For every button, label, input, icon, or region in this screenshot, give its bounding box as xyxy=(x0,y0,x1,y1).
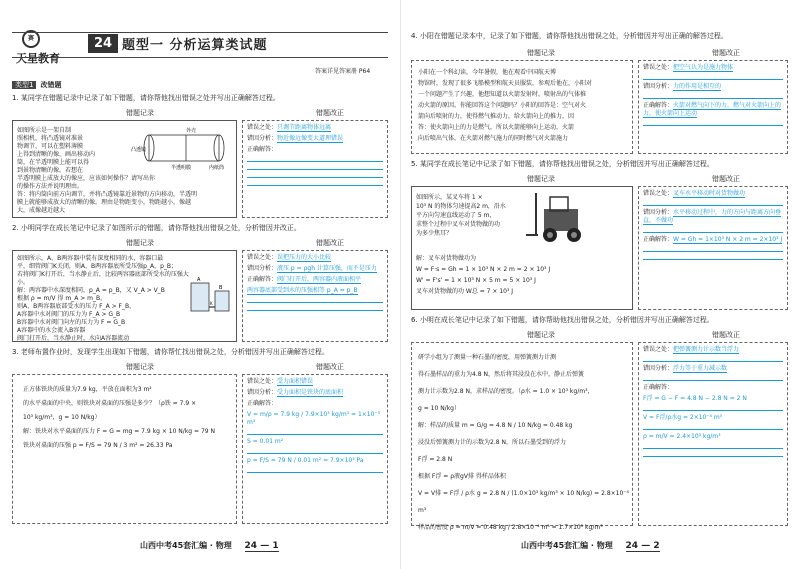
q6-correct-box: 错误之处：把弹簧测力计示数当浮力 错因分析：浮力等于重力减示数 正确解答： F浮 = G − F = 4.8 N − 2.8 N = 2 N V = F浮/ρ水g = 2×10⁻⁴ m³ ρ = m/V = 2.4×10³ kg/m³ xyxy=(638,342,788,526)
q3-correct-label: 错题改正 xyxy=(316,363,344,371)
q1-record-box xyxy=(12,120,237,218)
question-4-prompt: 4. 小阳在错题记录本中，记录了如下错题，请你帮他找出错误之处，分析错因并写出正确的解答过程。 xyxy=(411,32,728,40)
q5-correct-label: 错题改正 xyxy=(712,175,740,183)
q4-record-box xyxy=(411,60,633,154)
containers-diagram xyxy=(189,275,233,315)
svg-text:A: A xyxy=(197,277,201,283)
q4-correct-label: 错题改正 xyxy=(712,49,740,57)
q2-correct-box: 错误之处：误把压力的大小比较 错因分析：液压 p = ρgh 计算压强，而不是压力 正确解答：阀门打开后，两容器内液面相平 两容器底部受到水的压强相等 p_A = p_B xyxy=(242,250,388,342)
question-3-prompt: 3. 老师布置作业时，发现学生出现如下错题，请你帮忙找出错误之处，分析错因并写出正确解答过程。 xyxy=(12,348,329,356)
q5-record-text: 如图所示，某叉车将 1 × 10³ N 的物体匀速提高2 m，沿水 平方向匀速直线运动了 5 m， 求整个过程中叉车对货物做的功 为多少焦耳？ xyxy=(416,194,506,237)
svg-text:半透明膜: 半透明膜 xyxy=(171,165,192,171)
footer-right: 山西中考45套汇编 · 物理 24 — 2 xyxy=(521,541,660,551)
q6-record-box xyxy=(411,342,633,531)
q1-record-text-2: 半透明膜上成放大的像应，应该如何操作？请写出你 的操作方法并说明理由。 答：将内筒向前方向调节，并将凸透镜靠近景物的方向移动，半透明 膜上就能够成放大的清晰的像。理由是物距变小，物距越小，像越 大，成像越近越大 xyxy=(17,175,198,214)
forklift-image xyxy=(524,191,600,247)
chapter-badge: 24 xyxy=(88,34,118,53)
question-6-prompt: 6. 小明在成长笔记中记录了如下错题，请你帮助他找出错误之处，分析错因并写出正确解答过程。 xyxy=(411,316,714,324)
camera-diagram xyxy=(131,125,235,171)
q3-record-text: 正方体铁块的质量为7.9 kg，平放在面积为3 m² 的水平桌面的中央，则铁块对桌面的压强是多少？（ρ铁 = 7.9 × 10³ kg/m³，g = 10 N/kg） 解：铁块对水平桌面的压力 F = G = mg = 7.9 kg × 10 N/kg = 79 N 铁块对桌面的压强 p = F/S = 79 N / 3 m² = 26.33 Pa xyxy=(23,386,215,449)
publisher-logo: 赛 xyxy=(22,30,40,48)
q6-record-text: 研学小组为了测量一种石墨的密度，用弹簧测力计测 得石墨样品的重力为4.8 N，然后将其浸没在水中，静止后弹簧 测力计示数为2.8 N，求样品的密度。（ρ水 = 1.0 × 10³ kg/m³， g = 10 N/kg） 解：样品的质量 m = G/g = 4.8 N / 10 N/kg = 0.48 kg 浸没后弹簧测力计的示数为2.8 N，所以石墨受到的浮力 F浮 = 2.8 N 根据 F浮 = ρ液gV排 得样品体积 V = V排 = F浮 / ρ水 g = 2.8 N / (1.0×10³ kg/m³ × 10 N/kg) = 2.8×10⁻⁴ m³ 样品的密度 ρ = m/V = 0.48 kg / 2.8×10⁻⁴ m³ = 1.7×10³ kg/m³ xyxy=(418,354,629,531)
section-title: 改错题 xyxy=(40,81,62,89)
q2-record-label: 错题记录 xyxy=(126,239,154,247)
q3-record-box xyxy=(12,374,237,524)
page-number-left: 24 — 1 xyxy=(244,541,279,551)
q2-record-box xyxy=(12,250,237,342)
right-page xyxy=(400,0,800,569)
answer-reference: 答案详见答案册 P64 xyxy=(315,68,371,75)
q4-record-text: 小阳在一个科幻读，今年暑假，他在观看中国航天博 物馆时，发现了很多飞船模型和航天员服装，参观后他在，小阳对 一个问题产生了兴趣，他想知道以火箭发射时，喷射出的气体推 动火箭的原因。你能回答这个问题吗？小阳的回答是：空气对火 箭向后喷射的力，使得燃气推动力，给火箭向上的推力，因 答：使火箭向上的力是燃气，所以火箭能够向上运动，火箭 向后喷出气体，在火箭对燃气施力的同时燃气对火箭施力 xyxy=(418,69,593,142)
question-5-prompt: 5. 某同学在成长笔记中记录了如下错题，请你帮他找出错误之处，分析错因并写出正确解答过程。 xyxy=(411,160,714,168)
footer-left: 山西中考45套汇编 · 物理 24 — 1 xyxy=(140,541,279,551)
q4-record-label: 错题记录 xyxy=(527,49,555,57)
svg-text:凸透镜: 凸透镜 xyxy=(131,147,147,153)
question-2-prompt: 2. 小明同学在成长笔记中记录了如图所示的错题，请你帮他找出错误之处，分析错因并改正。 xyxy=(12,224,301,232)
svg-text:内纸筒: 内纸筒 xyxy=(209,165,225,171)
brand-name: 天星教育 xyxy=(16,52,60,65)
q3-correct-box: 错误之处：受力面积错误 错因分析：受力面积是铁块的底面积 正确解答： V = m/ρ = 7.9 kg / 7.9×10³ kg/m³ = 1×10⁻³ m³ S = 0.01 m² p = F/S = 79 N / 0.01 m² = 7.9×10³ Pa xyxy=(242,374,388,524)
q4-correct-box: 错误之处：把空气认为是施力物体 错因分析：力的作用是相互的 正确解答：火箭对燃气向下的力，燃气对火箭向上的力，使火箭向上运动 xyxy=(638,60,788,154)
q6-record-label: 错题记录 xyxy=(527,331,555,339)
q2-correct-label: 错题改正 xyxy=(316,239,344,247)
q3-record-label: 错题记录 xyxy=(126,363,154,371)
q1-correct-label: 错题改正 xyxy=(316,109,344,117)
q6-correct-label: 错题改正 xyxy=(712,331,740,339)
q1-correct-box: 错误之处：只调节距离物体远离 错因分析：物近像远像变大道理错误 正确解答： xyxy=(242,120,388,218)
svg-text:外壳: 外壳 xyxy=(186,128,197,134)
svg-text:B: B xyxy=(219,285,223,291)
q5-correct-box: 错误之处：叉车水平移动时对货物做功 错因分析：水平移动过程中，力的方向与距离方向垂直，不做功 正确解答：W = Gh = 1×10³ N × 2 m = 2×10³ J xyxy=(638,186,788,310)
svg-text:K: K xyxy=(210,301,213,306)
q5-record-label: 错题记录 xyxy=(527,175,555,183)
q1-record-text: 如图所示是一架自制 照相机，将凸透镜对准景 物调节，可以在塑料薄膜 上得到清晰的像，画出移动内 筒，在半透明膜上能可以得 到景物清晰的像。若想在 xyxy=(17,127,96,174)
page-number-right: 24 — 2 xyxy=(625,541,660,551)
q2-record-text: 如图所示，A、B两容器中装有深度相同的水，容器口最 平，细管阀门K关闭，则A、B两容器底所受压强p_A，p_B； 若将阀门K打开后，当水静止后，比较两容器底部所受水的压强大小。 解：两容器中水深度相同，p_A = p_B，又 V_A > V_B 根据 ρ = m/V 得 m_A > m_B， 则A、B两容器底部受水的压力 F_A > F_B， A容器中水对阀门的压力为 F_A > G_B B容器中水对阀门向左的压力为 F = G_B A容器中的水会流入B容器 阀门打开后，当水静止时，水向A容器流动 xyxy=(17,255,189,342)
q5-record-text-2: 解：叉车对货物做功为 W = F·s = Gh = 1 × 10³ N × 2 m = 2 × 10³ J W' = F's' = 1 × 10³ N × 5 m = 5 × 10³ J 叉车对货物做的功 W总 = 7 × 10³ J xyxy=(416,255,551,295)
question-1-prompt: 1. 某同学在错题记录中记录了如下错题，请你帮他找出错误之处并写出正确解答过程。 xyxy=(12,94,280,102)
section-heading xyxy=(12,80,61,90)
q1-record-label: 错题记录 xyxy=(126,109,154,117)
q5-record-box xyxy=(411,186,633,310)
section-tag: 类型1 xyxy=(12,81,36,89)
page-title: 题型一 分析运算类试题 xyxy=(122,38,268,53)
